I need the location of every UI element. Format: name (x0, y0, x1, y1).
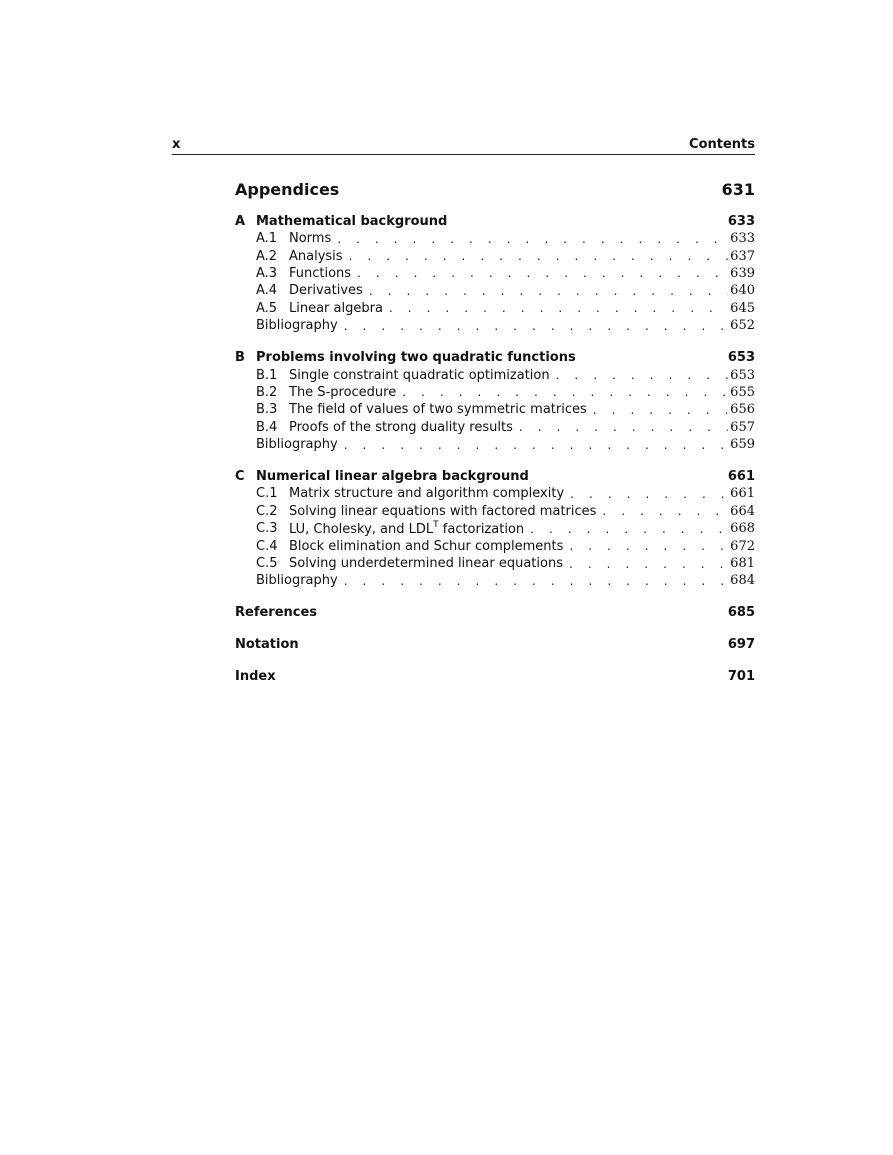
leader-dots (344, 319, 728, 333)
entry-number: B.3 (256, 402, 278, 418)
leader-dots (569, 557, 728, 571)
entry-page: 633 (730, 231, 755, 247)
entry-page: 640 (730, 283, 755, 299)
chapter-title: Mathematical background (256, 213, 448, 229)
entry-page: 655 (730, 384, 755, 400)
entry-title: Matrix structure and algorithm complexity (289, 486, 565, 502)
toc-entry-c1[interactable] (256, 485, 755, 502)
toc-entry-b-bibliography[interactable] (256, 436, 755, 453)
entry-page: 645 (730, 300, 755, 316)
toc-entry-c-bibliography[interactable] (256, 572, 755, 589)
entry-title: Single constraint quadratic optimization (289, 367, 550, 383)
entry-number: C.4 (256, 538, 278, 554)
entry-number: A.2 (256, 248, 278, 264)
leader-dots (357, 266, 728, 280)
chapter-c[interactable] (235, 467, 755, 485)
toc-entry-b3[interactable] (256, 401, 755, 418)
leader-dots (570, 487, 728, 501)
entry-number: C.5 (256, 556, 278, 572)
leader-dots (344, 438, 728, 452)
part-heading[interactable] (235, 178, 755, 200)
toc-entry-a2[interactable] (256, 247, 755, 264)
entry-number: A.1 (256, 231, 278, 247)
toc-entry-a3[interactable] (256, 265, 755, 282)
toc-references[interactable] (235, 604, 755, 622)
entry-number: C.2 (256, 503, 278, 519)
entry-number: A.3 (256, 265, 278, 281)
entry-page: 659 (730, 437, 755, 453)
entry-title: Bibliography (256, 437, 338, 453)
chapter-page: 633 (727, 213, 755, 229)
entry-page: 653 (730, 367, 755, 383)
backmatter-title: Notation (235, 637, 299, 653)
chapter-a[interactable] (235, 212, 755, 230)
entry-number: C.3 (256, 521, 278, 537)
entry-page: 639 (730, 265, 755, 281)
leader-dots (389, 301, 728, 315)
entry-title: Block elimination and Schur complements (289, 538, 564, 554)
toc-entry-a-bibliography[interactable] (256, 317, 755, 334)
entry-page: 664 (730, 503, 755, 519)
chapter-letter: B (235, 349, 245, 365)
leader-dots (402, 385, 728, 399)
entry-title: Analysis (289, 248, 343, 264)
entry-page: 637 (730, 248, 755, 264)
entry-number: A.5 (256, 300, 278, 316)
running-header (172, 136, 755, 155)
entry-page: 652 (730, 318, 755, 334)
chapter-page: 661 (727, 468, 755, 484)
entry-title: The S-procedure (289, 384, 397, 400)
backmatter-title: Index (235, 669, 276, 685)
entry-title: LU, Cholesky, and $LDL^T$ factorization (289, 520, 525, 538)
part-page: 631 (721, 179, 755, 199)
leader-dots (530, 522, 728, 536)
toc-entry-a4[interactable] (256, 282, 755, 299)
entry-page: 656 (730, 402, 755, 418)
backmatter-page: 685 (727, 605, 755, 621)
entry-number: C.1 (256, 486, 278, 502)
table-of-contents (235, 178, 755, 686)
entry-title: Solving underdetermined linear equations (289, 556, 563, 572)
entry-title: Bibliography (256, 573, 338, 589)
backmatter-title: References (235, 605, 318, 621)
toc-entry-c2[interactable] (256, 503, 755, 520)
superscript-t: T (433, 520, 439, 531)
entry-number: A.4 (256, 283, 278, 299)
toc-entry-c4[interactable] (256, 537, 755, 554)
entry-number: B.1 (256, 367, 278, 383)
leader-dots (349, 249, 729, 263)
entry-number: B.2 (256, 384, 278, 400)
entry-page: 684 (730, 573, 755, 589)
header-page-number: x (172, 137, 181, 152)
toc-entry-c3[interactable] (256, 520, 755, 537)
chapter-letter: C (235, 468, 245, 484)
leader-dots (369, 284, 728, 298)
entry-title: Solving linear equations with factored matrices (289, 503, 597, 519)
toc-index[interactable] (235, 668, 755, 686)
header-title: Contents (689, 137, 755, 152)
toc-notation[interactable] (235, 636, 755, 654)
toc-entry-c5[interactable] (256, 555, 755, 572)
entry-title: The field of values of two symmetric matrices (289, 402, 587, 418)
entry-title: Bibliography (256, 318, 338, 334)
entry-page: 668 (730, 521, 755, 537)
entry-title: Functions (289, 265, 352, 281)
toc-entry-a1[interactable] (256, 230, 755, 247)
entry-number: B.4 (256, 419, 278, 435)
leader-dots (337, 232, 728, 246)
chapter-page: 653 (727, 349, 755, 365)
leader-dots (556, 368, 729, 382)
toc-entry-b4[interactable] (256, 419, 755, 436)
entry-page: 681 (730, 556, 755, 572)
toc-entry-a5[interactable] (256, 300, 755, 317)
backmatter-page: 701 (727, 669, 755, 685)
entry-page: 672 (730, 538, 755, 554)
entry-page: 661 (730, 486, 755, 502)
entry-page: 657 (730, 419, 755, 435)
leader-dots (519, 420, 728, 434)
chapter-letter: A (235, 213, 246, 229)
part-title: Appendices (235, 179, 340, 199)
toc-entry-b2[interactable] (256, 384, 755, 401)
chapter-title: Numerical linear algebra background (256, 468, 529, 484)
leader-dots (602, 504, 728, 518)
entry-title: Linear algebra (289, 300, 383, 316)
chapter-b[interactable] (235, 348, 755, 366)
entry-title: Proofs of the strong duality results (289, 419, 513, 435)
backmatter-page: 697 (727, 637, 755, 653)
leader-dots (593, 403, 728, 417)
entry-title: Norms (289, 231, 332, 247)
chapter-title: Problems involving two quadratic functions (256, 349, 576, 365)
entry-title: Derivatives (289, 283, 363, 299)
leader-dots (344, 574, 728, 588)
toc-entry-b1[interactable] (256, 366, 755, 383)
leader-dots (569, 539, 728, 553)
